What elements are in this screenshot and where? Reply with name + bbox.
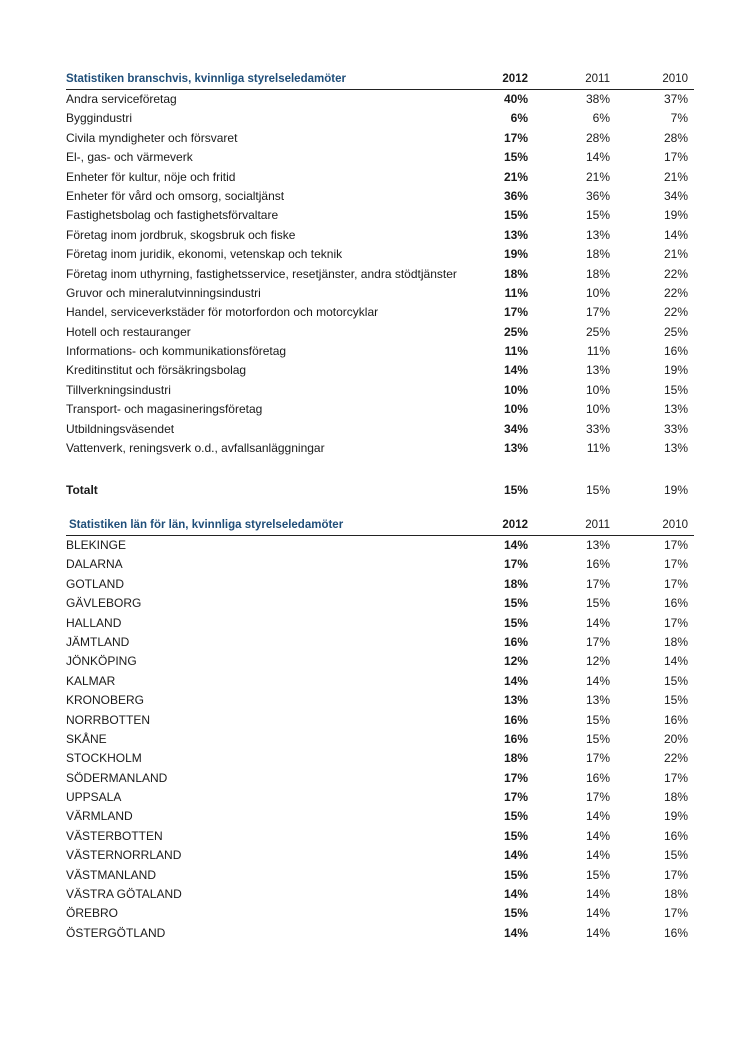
value-2010: 13% — [663, 402, 688, 417]
row-label: NORRBOTTEN — [66, 712, 150, 727]
value-2011: 15% — [585, 712, 610, 727]
value-2010: 15% — [663, 382, 688, 397]
value-2012: 17% — [503, 770, 528, 785]
row-label: ÖREBRO — [66, 906, 119, 921]
value-2012: 17% — [503, 557, 528, 572]
value-2010: 17% — [663, 576, 688, 591]
county-table — [66, 517, 694, 943]
total-2012: 15% — [503, 483, 528, 497]
value-2010: 19% — [663, 809, 688, 824]
table-row — [66, 614, 694, 633]
value-2010: 19% — [663, 208, 688, 223]
value-2010: 21% — [663, 247, 688, 262]
row-label: KALMAR — [66, 673, 116, 688]
row-label: Handel, serviceverkstäder för motorfordon och motorcyklar — [66, 305, 379, 320]
value-2010: 33% — [663, 421, 688, 436]
row-label: KRONOBERG — [66, 693, 145, 708]
value-2012: 11% — [504, 344, 528, 359]
row-label: Informations- och kommunikationsföretag — [66, 344, 287, 359]
table-row — [66, 691, 694, 710]
table-row — [66, 807, 694, 826]
value-2010: 16% — [663, 925, 688, 940]
value-2010: 16% — [663, 712, 688, 727]
value-2010: 19% — [663, 363, 688, 378]
value-2012: 16% — [503, 731, 528, 746]
value-2010: 15% — [663, 673, 688, 688]
county-table-title: Statistiken län för län, kvinnliga styrelseledamöter — [69, 519, 344, 531]
value-2012: 18% — [503, 266, 528, 281]
table-row — [66, 555, 694, 574]
total-2011: 15% — [585, 483, 610, 497]
value-2011: 14% — [585, 673, 610, 688]
year-header-2010: 2010 — [662, 519, 688, 531]
table-row — [66, 575, 694, 594]
year-header-2012: 2012 — [502, 519, 528, 531]
value-2010: 18% — [663, 790, 688, 805]
value-2011: 14% — [585, 906, 610, 921]
row-label: Enheter för vård och omsorg, socialtjänst — [66, 188, 285, 203]
row-label: SÖDERMANLAND — [66, 770, 168, 785]
table-row — [66, 109, 694, 128]
county-table-header — [66, 517, 694, 536]
value-2012: 18% — [503, 576, 528, 591]
value-2010: 17% — [663, 615, 688, 630]
value-2011: 14% — [585, 848, 610, 863]
value-2010: 16% — [663, 344, 688, 359]
value-2012: 25% — [503, 324, 528, 339]
table-row — [66, 361, 694, 380]
table-row — [66, 846, 694, 865]
value-2011: 17% — [585, 305, 610, 320]
value-2012: 15% — [503, 615, 528, 630]
table-row — [66, 769, 694, 788]
value-2011: 17% — [585, 576, 610, 591]
table-row — [66, 827, 694, 846]
industry-total-row — [66, 481, 694, 499]
table-row — [66, 633, 694, 652]
value-2011: 15% — [585, 867, 610, 882]
value-2012: 17% — [503, 130, 528, 145]
value-2011: 33% — [585, 421, 610, 436]
row-label: Fastighetsbolag och fastighetsförvaltare — [66, 208, 279, 223]
row-label: Företag inom juridik, ekonomi, vetenskap och teknik — [66, 247, 343, 262]
row-label: HALLAND — [66, 615, 122, 630]
row-label: El-, gas- och värmeverk — [66, 150, 193, 165]
value-2010: 14% — [663, 227, 688, 242]
value-2011: 17% — [585, 790, 610, 805]
value-2012: 10% — [503, 402, 528, 417]
row-label: Gruvor och mineralutvinningsindustri — [66, 285, 261, 300]
row-label: Byggindustri — [66, 111, 133, 126]
value-2010: 15% — [663, 693, 688, 708]
row-label: Företag inom jordbruk, skogsbruk och fiske — [66, 227, 296, 242]
row-label: VÄRMLAND — [66, 809, 133, 824]
row-label: BLEKINGE — [66, 538, 127, 552]
value-2011: 25% — [585, 324, 610, 339]
value-2011: 13% — [585, 227, 610, 242]
value-2012: 15% — [503, 596, 528, 611]
value-2010: 25% — [663, 324, 688, 339]
value-2011: 18% — [585, 247, 610, 262]
county-table-body — [66, 536, 694, 943]
row-label: Vattenverk, reningsverk o.d., avfallsanläggningar — [66, 441, 325, 456]
value-2012: 16% — [503, 634, 528, 649]
table-row — [66, 866, 694, 885]
value-2012: 14% — [503, 887, 528, 902]
value-2012: 14% — [503, 925, 528, 940]
value-2010: 17% — [663, 906, 688, 921]
row-label: Andra serviceföretag — [66, 92, 177, 106]
value-2010: 21% — [663, 169, 688, 184]
table-row — [66, 885, 694, 904]
value-2012: 36% — [503, 188, 528, 203]
row-label: Kreditinstitut och försäkringsbolag — [66, 363, 247, 378]
table-row — [66, 206, 694, 225]
value-2012: 12% — [503, 654, 528, 669]
value-2011: 16% — [585, 770, 610, 785]
row-label: UPPSALA — [66, 790, 122, 805]
row-label: ÖSTERGÖTLAND — [66, 925, 166, 940]
value-2012: 17% — [503, 790, 528, 805]
value-2011: 10% — [585, 382, 610, 397]
value-2010: 13% — [663, 441, 688, 456]
industry-table-header — [66, 71, 694, 90]
value-2010: 22% — [663, 751, 688, 766]
industry-table — [66, 71, 694, 458]
value-2010: 20% — [663, 731, 688, 746]
row-label: DALARNA — [66, 557, 123, 572]
value-2012: 18% — [503, 751, 528, 766]
value-2010: 17% — [663, 770, 688, 785]
value-2010: 17% — [663, 150, 688, 165]
table-row — [66, 749, 694, 768]
row-label: Tillverkningsindustri — [66, 382, 171, 397]
value-2010: 17% — [663, 557, 688, 572]
table-row — [66, 672, 694, 691]
value-2012: 21% — [503, 169, 528, 184]
value-2010: 18% — [663, 634, 688, 649]
table-row — [66, 129, 694, 148]
value-2012: 13% — [503, 441, 528, 456]
value-2012: 15% — [503, 828, 528, 843]
value-2010: 22% — [663, 305, 688, 320]
value-2011: 13% — [585, 538, 610, 552]
value-2012: 6% — [510, 111, 528, 126]
value-2010: 15% — [663, 848, 688, 863]
value-2011: 15% — [585, 208, 610, 223]
table-row — [66, 536, 694, 555]
value-2010: 14% — [663, 654, 688, 669]
value-2011: 11% — [586, 344, 610, 359]
row-label: Enheter för kultur, nöje och fritid — [66, 169, 236, 184]
table-row — [66, 711, 694, 730]
table-row — [66, 187, 694, 206]
year-header-2012: 2012 — [502, 73, 528, 85]
table-row — [66, 594, 694, 613]
value-2011: 21% — [585, 169, 610, 184]
row-label: GOTLAND — [66, 576, 125, 591]
table-row — [66, 652, 694, 671]
industry-table-title: Statistiken branschvis, kvinnliga styrelseledamöter — [66, 73, 346, 85]
table-row — [66, 265, 694, 284]
row-label: SKÅNE — [66, 731, 107, 746]
value-2011: 13% — [585, 363, 610, 378]
table-row — [66, 303, 694, 322]
row-label: Civila myndigheter och försvaret — [66, 130, 238, 145]
value-2011: 14% — [585, 887, 610, 902]
value-2011: 28% — [585, 130, 610, 145]
total-2010: 19% — [663, 483, 688, 497]
row-label: Företag inom uthyrning, fastighetsservice, resetjänster, andra stödtjänster — [66, 266, 457, 281]
value-2012: 19% — [503, 247, 528, 262]
value-2012: 34% — [503, 421, 528, 436]
value-2011: 16% — [585, 557, 610, 572]
value-2011: 14% — [585, 615, 610, 630]
row-label: JÖNKÖPING — [66, 654, 137, 669]
value-2011: 14% — [585, 925, 610, 940]
year-header-2011: 2011 — [585, 519, 610, 531]
row-label: STOCKHOLM — [66, 751, 142, 766]
row-label: JÄMTLAND — [66, 634, 130, 649]
table-row — [66, 420, 694, 439]
industry-table-body — [66, 90, 694, 458]
value-2012: 15% — [503, 906, 528, 921]
row-label: VÄSTRA GÖTALAND — [66, 887, 182, 902]
value-2011: 17% — [585, 751, 610, 766]
value-2011: 14% — [585, 150, 610, 165]
value-2012: 13% — [503, 227, 528, 242]
year-header-2011: 2011 — [585, 73, 610, 85]
table-row — [66, 168, 694, 187]
value-2012: 14% — [503, 538, 528, 552]
value-2012: 14% — [503, 363, 528, 378]
row-label: Utbildningsväsendet — [66, 421, 175, 436]
value-2010: 34% — [663, 188, 688, 203]
value-2011: 6% — [592, 111, 610, 126]
table-row — [66, 924, 694, 943]
table-row — [66, 148, 694, 167]
value-2010: 16% — [663, 828, 688, 843]
table-row — [66, 342, 694, 361]
table-row — [66, 788, 694, 807]
row-label: VÄSTERBOTTEN — [66, 828, 163, 843]
value-2012: 40% — [503, 92, 528, 106]
value-2011: 36% — [585, 188, 610, 203]
value-2012: 16% — [503, 712, 528, 727]
value-2012: 17% — [503, 305, 528, 320]
value-2011: 10% — [585, 402, 610, 417]
value-2010: 37% — [663, 92, 688, 106]
value-2010: 17% — [663, 538, 688, 552]
value-2010: 16% — [663, 596, 688, 611]
table-row — [66, 439, 694, 458]
value-2011: 11% — [586, 441, 610, 456]
year-header-2010: 2010 — [662, 73, 688, 85]
value-2011: 10% — [585, 285, 610, 300]
value-2012: 14% — [503, 848, 528, 863]
value-2011: 18% — [585, 266, 610, 281]
value-2012: 15% — [503, 809, 528, 824]
row-label: VÄSTERNORRLAND — [66, 848, 182, 863]
row-label: Hotell och restauranger — [66, 324, 191, 339]
value-2011: 14% — [585, 828, 610, 843]
table-row — [66, 90, 694, 109]
value-2012: 10% — [503, 382, 528, 397]
value-2012: 11% — [504, 285, 528, 300]
row-label: GÄVLEBORG — [66, 596, 142, 611]
table-row — [66, 381, 694, 400]
value-2011: 12% — [585, 654, 610, 669]
value-2012: 15% — [503, 867, 528, 882]
row-label: VÄSTMANLAND — [66, 867, 157, 882]
value-2012: 13% — [503, 693, 528, 708]
table-row — [66, 904, 694, 923]
value-2010: 22% — [663, 266, 688, 281]
table-row — [66, 323, 694, 342]
value-2011: 15% — [585, 731, 610, 746]
value-2012: 14% — [503, 673, 528, 688]
value-2011: 15% — [585, 596, 610, 611]
value-2010: 7% — [670, 111, 688, 126]
value-2011: 14% — [585, 809, 610, 824]
value-2010: 18% — [663, 887, 688, 902]
value-2011: 17% — [585, 634, 610, 649]
value-2012: 15% — [503, 208, 528, 223]
value-2012: 15% — [503, 150, 528, 165]
table-row — [66, 245, 694, 264]
value-2010: 28% — [663, 130, 688, 145]
row-label: Transport- och magasineringsföretag — [66, 402, 263, 417]
table-row — [66, 284, 694, 303]
value-2010: 17% — [663, 867, 688, 882]
table-row — [66, 400, 694, 419]
table-row — [66, 730, 694, 749]
table-row — [66, 226, 694, 245]
value-2011: 13% — [585, 693, 610, 708]
total-label: Totalt — [66, 483, 98, 497]
value-2011: 38% — [585, 92, 610, 106]
value-2010: 22% — [663, 285, 688, 300]
